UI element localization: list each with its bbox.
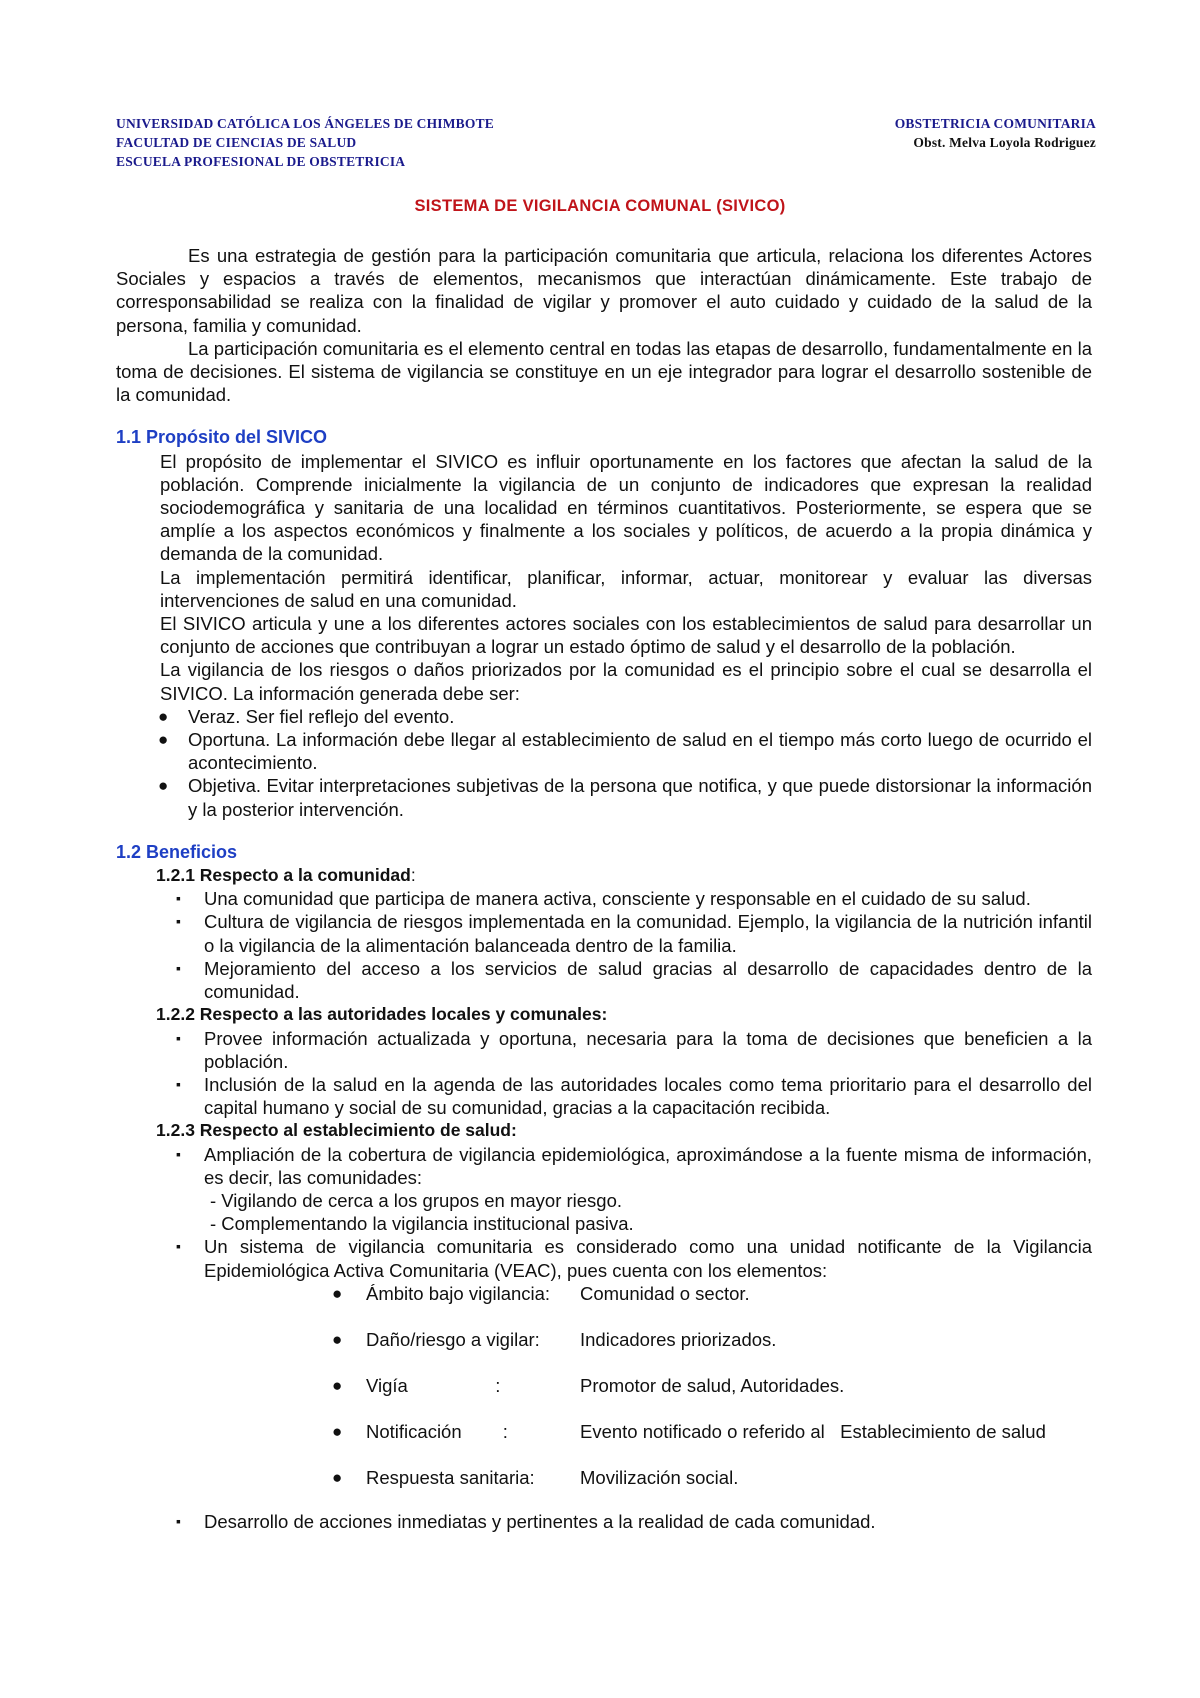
bullet-icon: ● — [332, 1329, 343, 1349]
subsection-heading-1-2-3: 1.2.3 Respecto al establecimiento de salud: — [156, 1120, 517, 1141]
bullet-icon: ● — [332, 1467, 343, 1487]
intro-paragraph: Es una estrategia de gestión para la participación comunitaria que articula, relaciona los diferentes Actores Sociales y espacios a través de elementos, mecanismos que interactúan dinámicamente. Este trabajo de corresponsabilidad se realiza con la finalidad de vigilar y promover el auto cuidado y cuidado de la salud de la persona, familia y comunidad. — [116, 245, 1092, 336]
list-item: ● Veraz. Ser fiel reflejo del evento. — [158, 705, 455, 727]
bullet-icon: ▪ — [176, 1512, 181, 1529]
header-right — [895, 114, 1096, 152]
intro-paragraph: La participación comunitaria es el elemento central en todas las etapas de desarrollo, fundamentalmente en la toma de decisiones. El sistema de vigilancia se constituye en un eje integrador para lograr el desarrollo sostenible de la comunidad. — [116, 337, 1092, 406]
element-row: ● Vigía : Promotor de salud, Autoridades. — [332, 1374, 845, 1396]
dash-item: - Vigilando de cerca a los grupos en mayor riesgo. — [210, 1189, 623, 1211]
bullet-icon: ● — [332, 1421, 343, 1441]
subsection-heading-1-2-2: 1.2.2 Respecto a las autoridades locales y comunales: — [156, 1004, 608, 1025]
section-heading-1-1: 1.1 Propósito del SIVICO — [116, 427, 328, 448]
list-item: ▪ Un sistema de vigilancia comunitaria es considerado como una unidad notificante de la Vigilancia Epidemiológica Activa Comunitaria (VEAC), pues cuenta con los elementos: — [176, 1236, 1092, 1281]
paragraph: El SIVICO articula y une a los diferentes actores sociales con los establecimientos de salud para desarrollar un conjunto de acciones que contribuyan a lograr un estado óptimo de salud y el desarrollo de la población. — [160, 613, 1092, 658]
bullet-icon: ▪ — [176, 1029, 181, 1046]
document-title: SISTEMA DE VIGILANCIA COMUNAL (SIVICO) — [414, 197, 786, 215]
info-quality-list — [116, 705, 1092, 821]
document-body — [116, 244, 1092, 1533]
paragraph: La implementación permitirá identificar, planificar, informar, actuar, monitorear y evaluar las diversas intervenciones de salud en una comunidad. — [160, 566, 1092, 611]
header-left — [116, 114, 494, 171]
list-item: ▪ Ampliación de la cobertura de vigilancia epidemiológica, aproximándose a la fuente misma de información, es decir, las comunidades: — [176, 1143, 1092, 1188]
bullet-icon: ▪ — [176, 1075, 181, 1092]
paragraph: La vigilancia de los riesgos o daños priorizados por la comunidad es el principio sobre el cual se desarrolla el SIVICO. La información generada debe ser: — [160, 659, 1092, 704]
community-benefits-list — [116, 887, 1092, 1003]
dash-item: - Complementando la vigilancia institucional pasiva. — [210, 1213, 634, 1235]
bullet-icon: ● — [158, 706, 169, 726]
bullet-icon: ▪ — [176, 1238, 181, 1255]
faculty-name: FACULTAD DE CIENCIAS DE SALUD — [116, 135, 357, 150]
bullet-icon: ▪ — [176, 959, 181, 976]
establishment-benefits-list — [116, 1143, 1092, 1189]
professor-name: Obst. Melva Loyola Rodriguez — [913, 135, 1096, 150]
bullet-icon: ● — [158, 730, 169, 750]
element-row: ● Notificación : Evento notificado o referido al Establecimiento de salud — [332, 1420, 1046, 1442]
establishment-benefits-list-2 — [116, 1235, 1092, 1281]
list-item: ▪ Una comunidad que participa de manera activa, consciente y responsable en el cuidado de su salud. — [176, 888, 1031, 910]
veac-elements-list — [116, 1282, 1092, 1512]
subsection-heading-1-2-1: 1.2.1 Respecto a la comunidad: — [156, 865, 416, 886]
bullet-icon: ● — [332, 1283, 343, 1303]
element-row: ● Respuesta sanitaria: Movilización social. — [332, 1466, 739, 1488]
bullet-icon: ● — [158, 776, 169, 796]
bullet-icon: ▪ — [176, 1145, 181, 1162]
section-1-1-body — [116, 450, 1092, 705]
school-name: ESCUELA PROFESIONAL DE OBSTETRICIA — [116, 154, 406, 169]
list-item: ▪ Provee información actualizada y oportuna, necesaria para la toma de decisiones que beneficien a la población. — [176, 1027, 1092, 1072]
list-item: ▪ Mejoramiento del acceso a los servicios de salud gracias al desarrollo de capacidades dentro de la comunidad. — [176, 957, 1092, 1003]
list-item: ● Oportuna. La información debe llegar al establecimiento de salud en el tiempo más corto luego de ocurrido el acontecimiento. — [158, 729, 1092, 774]
university-name: UNIVERSIDAD CATÓLICA LOS ÁNGELES DE CHIMBOTE — [116, 116, 494, 131]
bullet-icon: ▪ — [176, 913, 181, 930]
element-row: ● Daño/riesgo a vigilar: Indicadores priorizados. — [332, 1328, 777, 1350]
bullet-icon: ▪ — [176, 890, 181, 907]
bullet-icon: ● — [332, 1375, 343, 1395]
list-item: ▪ Desarrollo de acciones inmediatas y pertinentes a la realidad de cada comunidad. — [176, 1510, 876, 1532]
paragraph: El propósito de implementar el SIVICO es influir oportunamente en los factores que afectan la salud de la población. Comprende inicialmente la vigilancia de un conjunto de indicadores que expresan la realidad sociodemográfica y sanitaria de una localidad en términos cuantitativos. Posteriormente, se espera que se amplíe a los aspectos económicos y finalmente a los sociales y políticos, de acuerdo a la propia dinámica y demanda de la comunidad. — [160, 450, 1092, 565]
authority-benefits-list — [116, 1027, 1092, 1120]
establishment-benefits-list-3 — [116, 1510, 1092, 1533]
course-name: OBSTETRICIA COMUNITARIA — [894, 116, 1096, 131]
section-heading-1-2: 1.2 Beneficios — [116, 841, 238, 862]
list-item: ▪ Inclusión de la salud en la agenda de las autoridades locales como tema prioritario para el desarrollo del capital humano y social de su comunidad, gracias a la capacitación recibida. — [176, 1073, 1092, 1119]
list-item: ▪ Cultura de vigilancia de riesgos implementada en la comunidad. Ejemplo, la vigilancia de la nutrición infantil o la vigilancia de la alimentación balanceada dentro de la familia. — [176, 911, 1092, 956]
list-item: ● Objetiva. Evitar interpretaciones subjetivas de la persona que notifica, y que puede distorsionar la información y la posterior intervención. — [158, 775, 1092, 820]
element-row: ● Ámbito bajo vigilancia: Comunidad o sector. — [332, 1282, 750, 1304]
